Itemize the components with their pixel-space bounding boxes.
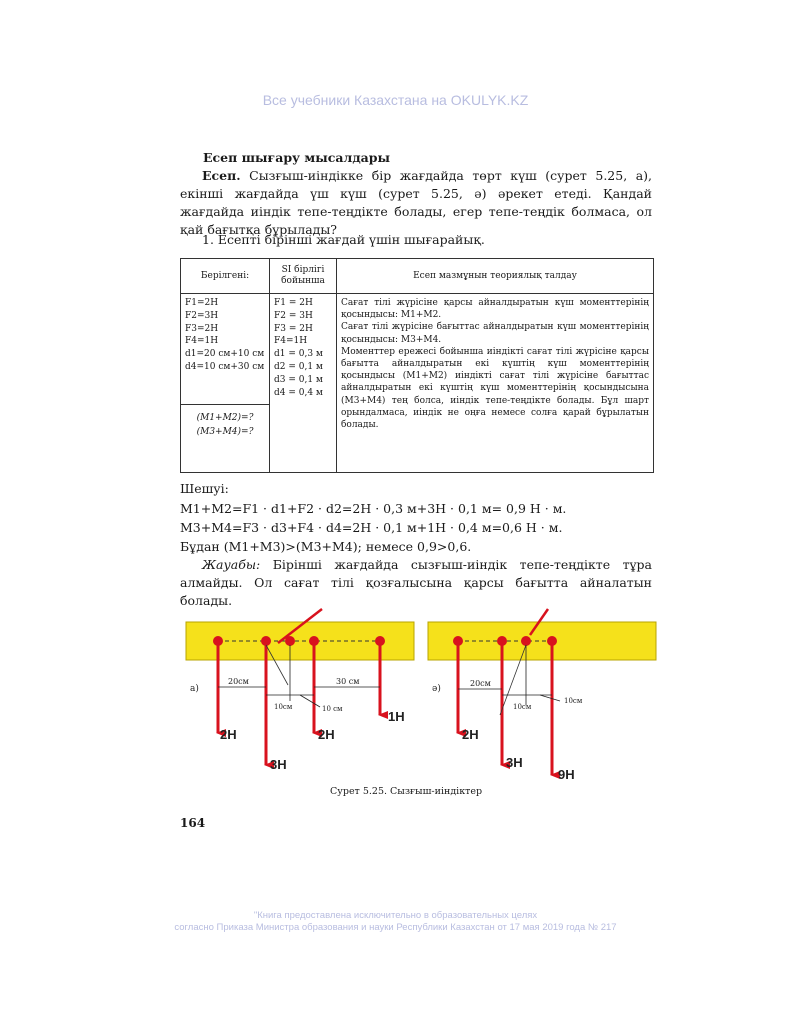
force-point — [375, 636, 385, 646]
problem-paragraph — [180, 167, 652, 239]
si-cell — [270, 294, 337, 473]
answer-paragraph — [180, 556, 652, 610]
si-item: F1 = 2Н — [274, 298, 313, 308]
si-item: d1 = 0,3 м — [274, 349, 323, 360]
force-point — [213, 636, 223, 646]
footer-line-2: согласно Приказа Министра образования и науки Республики Казахстан от 17 мая 2019 года № 217 — [174, 922, 617, 933]
leader-line — [540, 695, 560, 701]
unknown-item: (M1+M2)=? — [196, 413, 254, 423]
force-label: 3Н — [506, 755, 523, 770]
header-given: Берілгені: — [181, 259, 270, 294]
si-item: F3 = 2Н — [274, 323, 313, 334]
force-point — [547, 636, 557, 646]
si-item: F2 = 3Н — [274, 310, 313, 321]
dim-label: 20см — [470, 679, 491, 688]
step1-text: 1. Есепті бірінші жағдай үшін шығарайық. — [202, 232, 485, 247]
section-title: Есеп шығару мысалдары — [203, 150, 391, 165]
theory-paragraph: Сағат тілі жүрісіне қарсы айналдыратын күш моменттерінің қосындысы: M1+M2. — [341, 298, 649, 321]
figure-caption: Сурет 5.25. Сызғыш-иіндіктер — [330, 786, 483, 797]
dim-label: 10 см — [322, 705, 343, 713]
solution-line-3: Бұдан (M1+M3)>(M3+M4); немесе 0,9>0,6. — [180, 539, 472, 554]
theory-cell — [337, 294, 654, 473]
dim-label: 30 см — [336, 677, 360, 686]
answer-text: Бірінші жағдайда сызғыш-иіндік тепе-теңдікте тұра алмайды. Ол сағат тілі қозғалысына қарсы бағытта айналатын болады. — [180, 557, 652, 608]
force-point — [453, 636, 463, 646]
pivot-point — [285, 636, 295, 646]
given-item: F4=1Н — [185, 336, 219, 347]
step1-paragraph — [180, 231, 652, 249]
lever-a — [186, 609, 414, 772]
given-item: d1=20 см+10 см — [185, 349, 265, 360]
dim-label: 10см — [513, 703, 532, 711]
force-label: 2Н — [220, 727, 237, 742]
problem-text: Сызғыш-иіндікке бір жағдайда төрт күш (сурет 5.25, а), екінші жағдайда үш күш (сурет 5.25, ә) әрекет етеді. Қандай жағдайда иіндік тепе-теңдікте болады, егер тепе-теңдік болмаса, ол қай бағытқа бұрылады? — [180, 168, 652, 237]
pivot-point — [521, 636, 531, 646]
si-item: d4 = 0,4 м — [274, 387, 323, 398]
si-item: d3 = 0,1 м — [274, 374, 323, 385]
unknown-list — [181, 404, 269, 472]
given-cell — [181, 294, 270, 473]
given-item: F2=3Н — [185, 310, 219, 321]
task-table — [180, 258, 654, 473]
fig-label-b: ә) — [432, 684, 441, 694]
lever-b — [428, 609, 656, 782]
given-item: F3=2Н — [185, 323, 219, 334]
dim-label: 20см — [228, 677, 249, 686]
answer-label: Жауабы: — [202, 557, 261, 572]
force-label: 2Н — [462, 727, 479, 742]
force-label: 2Н — [318, 727, 335, 742]
force-point — [309, 636, 319, 646]
problem-label: Есеп. — [202, 168, 241, 183]
watermark: Все учебники Казахстана на OKULYK.KZ — [262, 92, 529, 108]
given-item: F1=2Н — [185, 298, 219, 308]
header-theory: Есеп мазмұнын теориялық талдау — [337, 259, 654, 294]
theory-paragraph: Моменттер ережесі бойынша иіндікті сағат тілі жүрісіне қарсы бағытта айналдыратын екі күштің күш моменттерінің қосындысы (M1+M2) иіндікті сағат тілі жүрісіне бағыттас айналдыратын екі күштің күш моменттерінің қосындысына (M3+M4) тең болса, иіндік тепе-теңдікте болады. Бұл шарт орындалмаса, иіндік не оңға немесе солға қарай бұрылатын болады. — [341, 346, 649, 431]
force-point — [261, 636, 271, 646]
si-item: F4=1Н — [274, 336, 308, 347]
force-label: 1Н — [388, 709, 405, 724]
lever-figure — [180, 605, 660, 785]
solution-line-1: M1+M2=F1 · d1+F2 · d2=2Н · 0,3 м+3Н · 0,1 м= 0,9 Н · м. — [180, 501, 567, 516]
page-number: 164 — [180, 816, 206, 830]
solution-label: Шешуі: — [180, 481, 229, 496]
solution-line-2: M3+M4=F3 · d3+F4 · d4=2Н · 0,1 м+1Н · 0,4 м=0,6 Н · м. — [180, 520, 563, 535]
unknown-item: (M3+M4)=? — [196, 427, 254, 437]
fig-label-a: а) — [190, 684, 199, 694]
force-label: 9Н — [558, 767, 575, 782]
theory-paragraph: Сағат тілі жүрісіне бағыттас айналдыратын күш моменттерінің қосындысы: M3+M4. — [341, 322, 649, 345]
given-item: d4=10 см+30 см — [185, 361, 265, 372]
header-si: SI бірлігі бойынша — [270, 259, 337, 294]
dim-label: 10см — [564, 697, 583, 705]
footer-line-1: "Книга предоставлена исключительно в образовательных целях — [253, 910, 538, 921]
dim-label: 10см — [274, 703, 293, 711]
leader-line — [300, 695, 320, 707]
force-point — [497, 636, 507, 646]
si-item: d2 = 0,1 м — [274, 361, 323, 372]
given-list — [181, 294, 269, 404]
force-label: 3Н — [270, 757, 287, 772]
